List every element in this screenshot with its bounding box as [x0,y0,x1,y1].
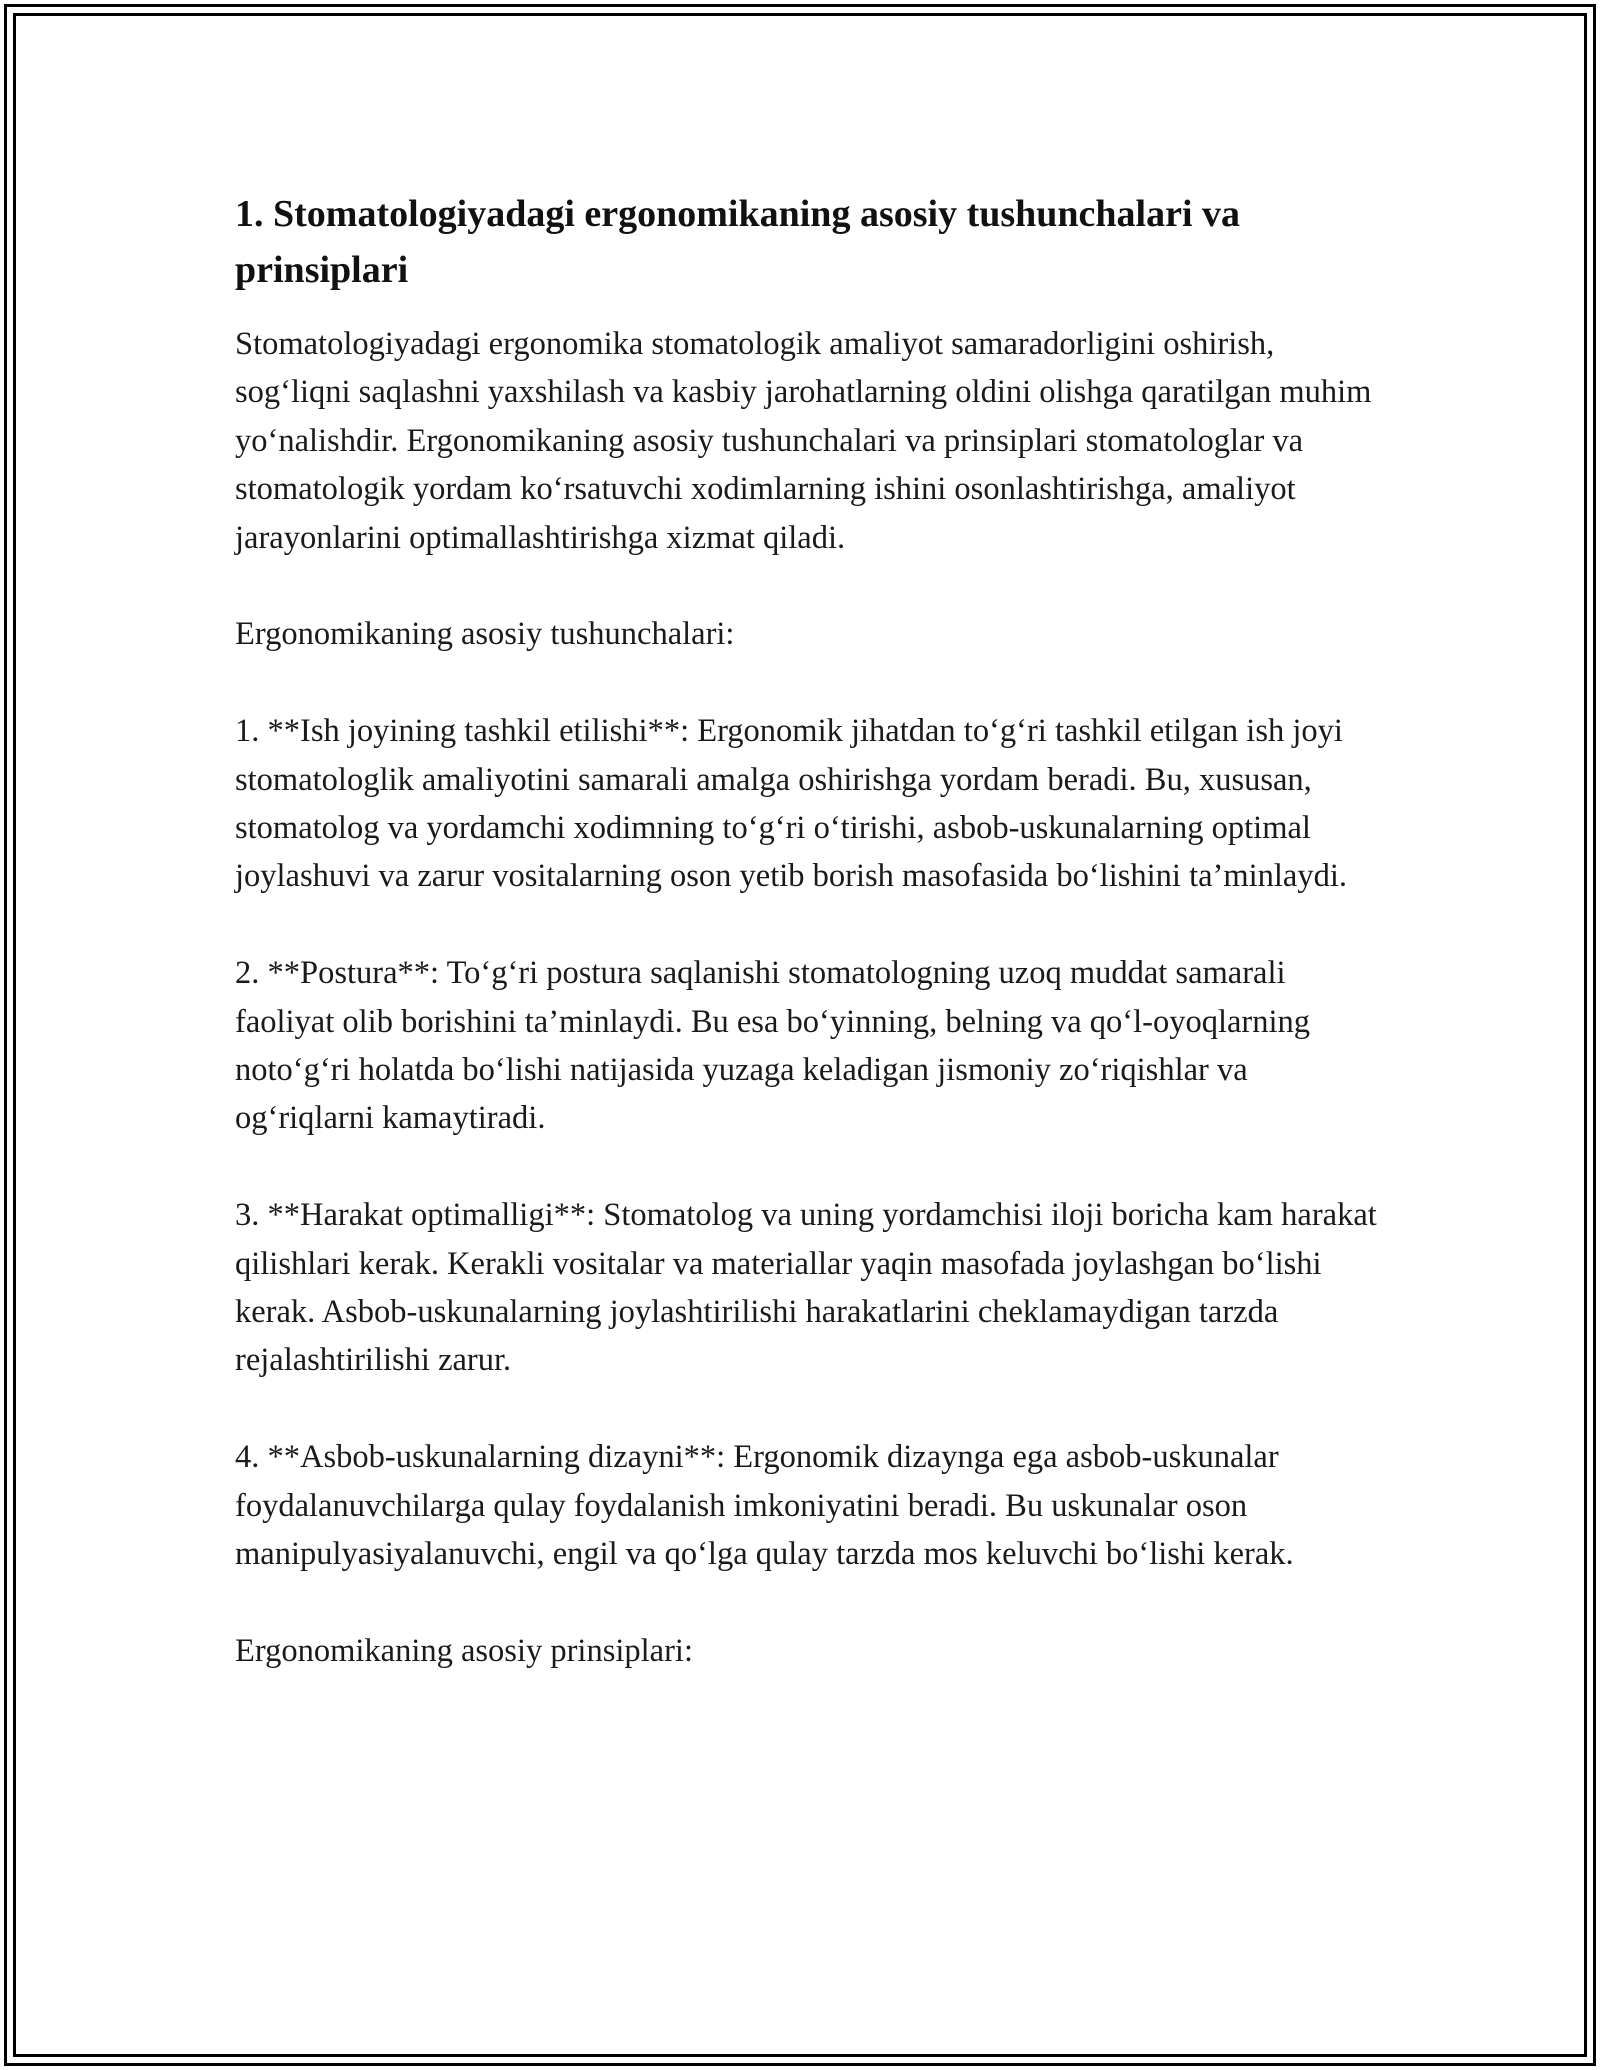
concepts-lead: Ergonomikaning asosiy tushunchalari: [235,616,735,653]
concept-item-workplace: 1. **Ish joyining tashkil etilishi**: Ergonomik jihatdan to‘g‘ri tashkil etilgan ish joyi stomatologlik amaliyotini samarali amalga oshirishga yordam beradi. Bu, xususan, stomatolog va yordamchi xodimning to‘g‘ri o‘tirishi, asbob-uskunalarning optimal joylashuvi va zarur vositalarning oson yetib borish masofasida bo‘lishini ta’minlaydi. [235,713,1348,895]
intro-paragraph: Stomatologiyadagi ergonomika stomatologik amaliyot samaradorligini oshirish, sog‘liqni saqlashni yaxshilash va kasbiy jarohatlarning oldini olishga qaratilgan muhim yo‘nalishdir. Ergonomikaning asosiy tushunchalari va prinsiplari stomatologlar va stomatologik yordam ko‘rsatuvchi xodimlarning ishini osonlashtirishga, amaliyot jarayonlarini optimallashtirishga xizmat qiladi. [235,326,1372,556]
document-body [235,186,1385,1724]
concept-item-posture: 2. **Postura**: To‘g‘ri postura saqlanishi stomatologning uzoq muddat samarali faoliyat olib borishini ta’minlaydi. Bu esa bo‘yinning, belning va qo‘l-oyoqlarning noto‘g‘ri holatda bo‘lishi natijasida yuzaga keladigan jismoniy zo‘riqishlar va og‘riqlarni kamaytiradi. [235,955,1311,1137]
concept-item-motion: 3. **Harakat optimalligi**: Stomatolog va uning yordamchisi iloji boricha kam harakat qilishlari kerak. Kerakli vositalar va materiallar yaqin masofada joylashgan bo‘lishi kerak. Asbob-uskunalarning joylashtirilishi harakatlarini cheklamaydigan tarzda rejalashtirilishi zarur. [235,1197,1377,1379]
principles-lead: Ergonomikaning asosiy prinsiplari: [235,1632,693,1669]
concept-item-equipment: 4. **Asbob-uskunalarning dizayni**: Ergonomik dizaynga ega asbob-uskunalar foydalanuvchilarga qulay foydalanish imkoniyatini beradi. Bu uskunalar oson manipulyasiyalanuvchi, engil va qo‘lga qulay tarzda mos keluvchi bo‘lishi kerak. [235,1439,1294,1573]
section-heading: 1. Stomatologiyadagi ergonomikaning asosiy tushunchalari va prinsiplari [235,193,1241,291]
